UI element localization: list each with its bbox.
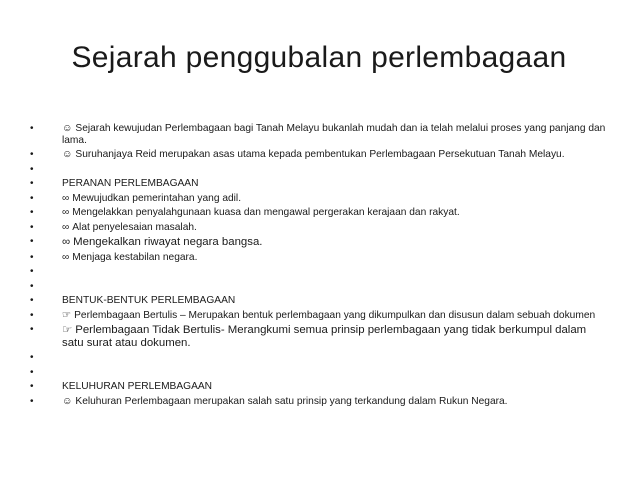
list-item: [30, 396, 610, 408]
bullet-dot: •: [30, 149, 34, 160]
list-item: [30, 222, 610, 234]
list-item-text: BENTUK-BENTUK PERLEMBAGAAN: [62, 295, 236, 306]
list-item-text: Perlembagaan Bertulis – Merupakan bentuk perlembagaan yang dikumpulkan dan disusun dalam sebuah dokumen: [74, 309, 596, 321]
list-item-text: Keluhuran Perlembagaan merupakan salah satu prinsip yang terkandung dalam Rukun Negara.: [75, 395, 508, 407]
bullet-dot: •: [30, 221, 34, 233]
list-item-text: Mewujudkan pemerintahan yang adil.: [72, 192, 242, 204]
section-heading: [30, 295, 610, 307]
list-item: [30, 236, 610, 249]
list-item: [30, 149, 610, 161]
list-item-text: Mengekalkan riwayat negara bangsa.: [73, 236, 263, 248]
bullet-dot: •: [30, 178, 34, 189]
infinity-icon: ∞: [62, 251, 70, 263]
bullet-dot: •: [30, 163, 34, 175]
list-item-text: Perlembagaan Tidak Bertulis- Merangkumi semua prinsip perlembagaan yang tidak berkumpul dalam satu surat atau dokumen.: [62, 324, 587, 349]
list-item-empty: [30, 352, 610, 364]
bullet-dot: •: [30, 366, 34, 378]
list-item-text: Alat penyelesaian masalah.: [72, 221, 197, 233]
list-item: [30, 310, 610, 322]
bullet-dot: •: [30, 123, 34, 134]
bullet-dot: •: [30, 280, 34, 292]
bullet-dot: •: [30, 395, 34, 407]
infinity-icon: ∞: [62, 236, 71, 248]
list-item-text: Menjaga kestabilan negara.: [72, 251, 198, 263]
list-item-text: Sejarah kewujudan Perlembagaan bagi Tanah Melayu bukanlah mudah dan ia telah melalui proses yang panjang dan lama.: [62, 123, 606, 146]
list-item-text: PERANAN PERLEMBAGAAN: [62, 178, 199, 189]
section-heading: [30, 381, 610, 393]
list-item: [30, 193, 610, 205]
list-item: [30, 324, 610, 349]
bullet-dot: •: [30, 192, 34, 204]
list-item-empty: [30, 266, 610, 278]
list-item-text: Suruhanjaya Reid merupakan asas utama kepada pembentukan Perlembagaan Persekutuan Tanah Melayu.: [75, 149, 565, 160]
bullet-dot: •: [30, 251, 34, 263]
section-heading: [30, 178, 610, 190]
list-item-empty: [30, 281, 610, 293]
smiley-icon: ☺: [62, 149, 73, 160]
list-item-empty: [30, 367, 610, 379]
pointing-hand-icon: ☞: [62, 324, 73, 336]
infinity-icon: ∞: [62, 207, 70, 218]
infinity-icon: ∞: [62, 192, 70, 204]
bullet-dot: •: [30, 309, 34, 321]
infinity-icon: ∞: [62, 221, 70, 233]
bullet-dot: •: [30, 324, 34, 335]
bullet-list: [30, 123, 610, 410]
list-item-text: Mengelakkan penyalahgunaan kuasa dan mengawal pergerakan kerajaan dan rakyat.: [72, 207, 460, 218]
bullet-dot: •: [30, 236, 34, 247]
list-item-empty: [30, 164, 610, 176]
list-item: [30, 252, 610, 264]
smiley-icon: ☺: [62, 123, 73, 134]
list-item: [30, 207, 610, 219]
bullet-dot: •: [30, 381, 34, 392]
bullet-dot: •: [30, 295, 34, 306]
bullet-dot: •: [30, 207, 34, 218]
pointing-hand-icon: ☞: [62, 309, 72, 321]
bullet-dot: •: [30, 266, 34, 277]
slide-title: Sejarah penggubalan perlembagaan: [71, 41, 567, 74]
bullet-dot: •: [30, 352, 34, 363]
list-item-text: KELUHURAN PERLEMBAGAAN: [62, 381, 213, 392]
list-item: [30, 123, 610, 146]
smiley-icon: ☺: [62, 395, 73, 407]
